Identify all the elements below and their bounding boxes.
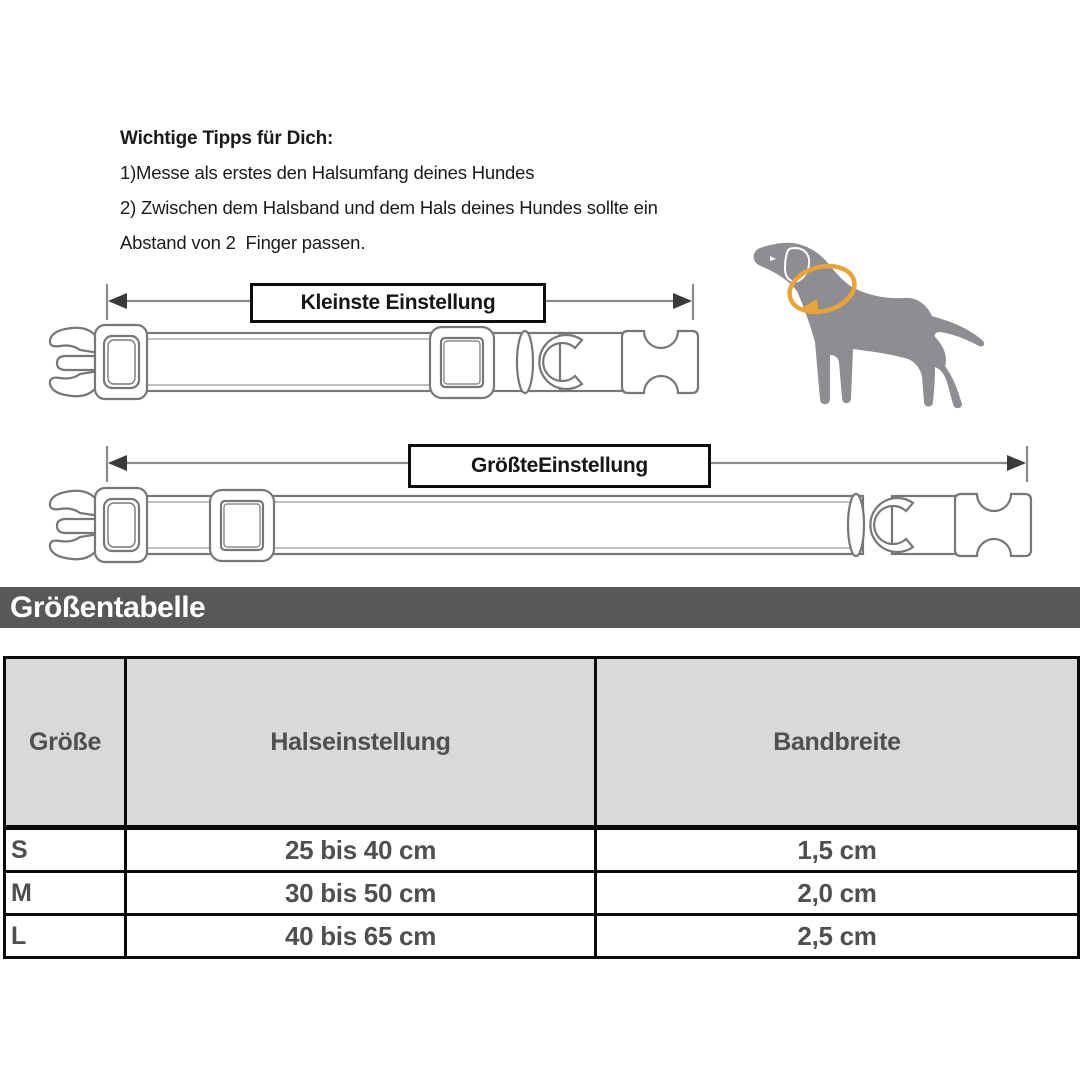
table-header-row [5, 658, 1079, 828]
size-table-section-title: Größentabelle [10, 590, 206, 624]
male-buckle [955, 494, 1031, 556]
tips-block [120, 128, 760, 267]
table-row-l [5, 915, 1079, 958]
tips-line-2: 2) Zwischen dem Halsband und dem Hals deines Hundes sollte ein [120, 197, 658, 218]
neck-value: 40 bis 65 cm [126, 915, 596, 958]
smallest-setting-label: Kleinste Einstellung [250, 283, 546, 323]
neck-value: 25 bis 40 cm [126, 828, 596, 872]
band-value: 2,0 cm [596, 872, 1079, 915]
arrowhead-right [1007, 455, 1026, 471]
column-header-band: Bandbreite [596, 658, 1079, 828]
size-table-section-bar [0, 587, 1080, 628]
band-value: 1,5 cm [596, 828, 1079, 872]
size-value: M [5, 872, 126, 915]
arrowhead-right [673, 293, 692, 309]
dog-silhouette-icon [745, 238, 990, 413]
arrowhead-left [108, 455, 127, 471]
arrowhead-left [108, 293, 127, 309]
band-value: 2,5 cm [596, 915, 1079, 958]
column-header-neck: Halseinstellung [126, 658, 596, 828]
largest-setting-label: GrößteEinstellung [408, 444, 711, 488]
size-value: L [5, 915, 126, 958]
table-row-s [5, 828, 1079, 872]
tips-line-3: Abstand von 2 Finger passen. [120, 232, 366, 253]
table-row-m [5, 872, 1079, 915]
size-value: S [5, 828, 126, 872]
tips-title: Wichtige Tipps für Dich: [120, 128, 334, 149]
tips-line-1: 1)Messe als erstes den Halsumfang deines Hundes [120, 162, 535, 183]
column-header-size: Größe [5, 658, 126, 828]
male-buckle [622, 331, 698, 393]
size-table [3, 656, 1080, 959]
neck-value: 30 bis 50 cm [126, 872, 596, 915]
